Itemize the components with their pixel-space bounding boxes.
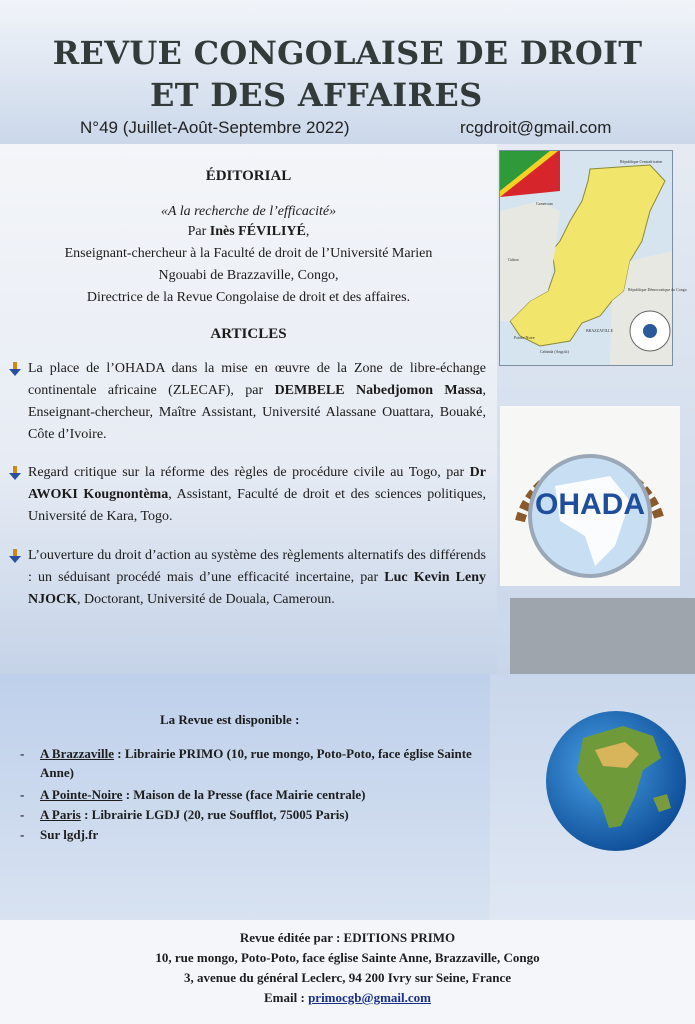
articles-heading: ARTICLES (210, 326, 287, 342)
publisher-address-1: 10, rue mongo, Poto-Poto, face église Sainte Anne, Brazzaville, Congo (155, 950, 540, 965)
congo-map-image (499, 150, 687, 366)
svg-text:Gabon: Gabon (508, 257, 519, 262)
publisher-email: Email : primocgb@gmail.com (264, 990, 431, 1005)
publisher-name: Revue éditée par : EDITIONS PRIMO (239, 930, 456, 945)
journal-title-line1: REVUE CONGOLAISE DE DROIT (52, 34, 643, 72)
editorial-affiliation-1: Enseignant-chercheur à la Faculté de droit de l’Université Marien (64, 246, 433, 261)
ohada-logo (500, 406, 680, 586)
article-item: Regard critique sur la réforme des règles de procédure civile au Togo, par Dr AWOKI Kougnontèma, Assistant, Faculté de droit et des sciences politiques, Université de Kara, Togo. (28, 465, 486, 524)
article-item: L’ouverture du droit d’action au système des règlements alternatifs des différends : un séduisant procédé mais d’une efficacité incertaine, par Luc Kevin Leny NJOCK, Doctorant, Université de Douala, Cameroun. (28, 548, 486, 607)
editorial-quote: «A la recherche de l’efficacité» (160, 204, 337, 219)
arrow-down-icon (8, 466, 22, 480)
editorial-affiliation-2: Ngouabi de Brazzaville, Congo, (158, 268, 339, 283)
svg-text:Cameroun: Cameroun (536, 201, 553, 206)
publisher-email-link[interactable]: primocgb@gmail.com (308, 990, 431, 1005)
journal-title-line2: ET DES AFFAIRES (150, 76, 483, 114)
globe-image (543, 708, 689, 854)
arrow-down-icon (8, 549, 22, 563)
editorial-heading: ÉDITORIAL (205, 168, 292, 184)
svg-text:BRAZZAVILLE: BRAZZAVILLE (586, 328, 614, 333)
issue-number: N°49 (Juillet-Août-Septembre 2022) (80, 118, 350, 137)
publisher-address-2: 3, avenue du général Leclerc, 94 200 Ivry sur Seine, France (183, 970, 511, 985)
svg-text:République Centrafricaine: République Centrafricaine (620, 159, 663, 164)
availability-heading: La Revue est disponible : (160, 712, 300, 727)
gray-block (510, 598, 695, 674)
svg-text:Cabinda (Angola): Cabinda (Angola) (540, 349, 569, 354)
arrow-down-icon (8, 362, 22, 376)
editorial-affiliation-3: Directrice de la Revue Congolaise de droit et des affaires. (86, 290, 411, 305)
article-item: La place de l’OHADA dans la mise en œuvre de la Zone de libre-échange continentale africaine (ZLECAF), par DEMBELE Nabedjomon Massa, Enseignant-chercheur, Maître Assistant, Université Alassane Ouattara, Bouaké, Côte d’Ivoire. (28, 361, 486, 442)
svg-text:OHADA: OHADA (535, 488, 645, 521)
svg-text:Pointe-Noire: Pointe-Noire (514, 335, 535, 340)
editorial-author: Par Inès FÉVILIYÉ, (187, 224, 310, 239)
journal-email: rcgdroit@gmail.com (460, 118, 612, 137)
svg-text:République Démocratique du Con: République Démocratique du Congo (628, 287, 687, 292)
masthead (0, 0, 695, 144)
